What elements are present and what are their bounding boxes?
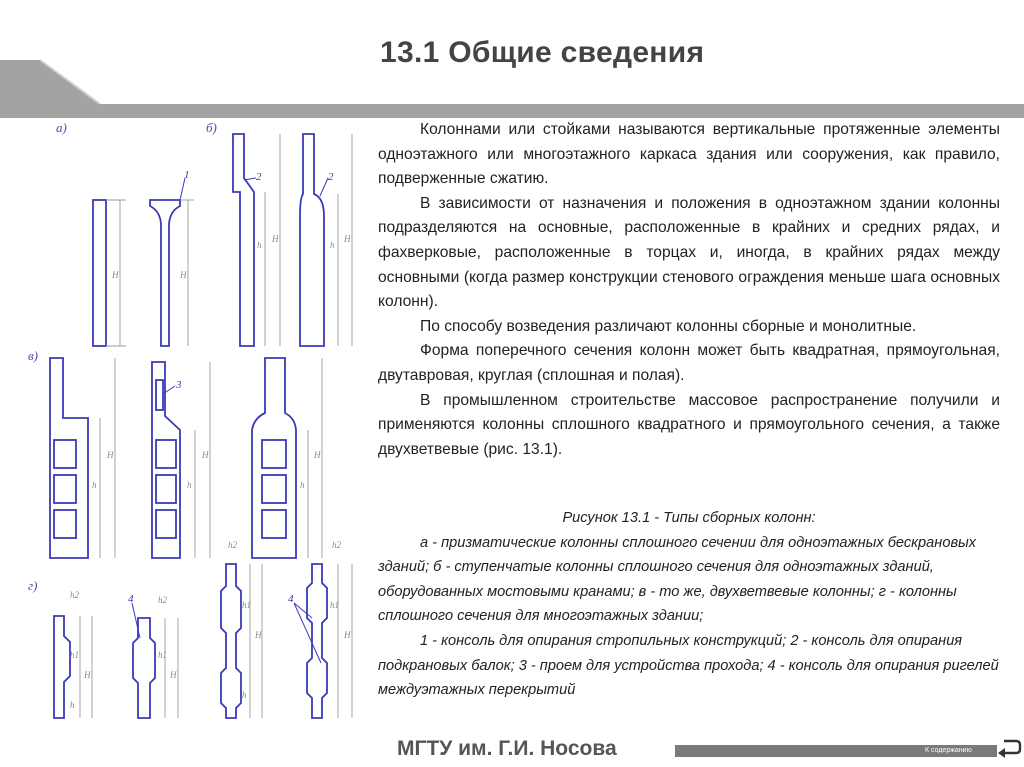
footer-org: МГТУ им. Г.И. Носова <box>397 737 617 760</box>
column-d2 <box>133 618 155 718</box>
dim-label: h2 <box>158 595 167 605</box>
column-a1 <box>93 200 106 346</box>
column-types-figure <box>30 118 370 738</box>
dim-label: h <box>242 690 247 700</box>
column-d4 <box>307 564 327 718</box>
caption-title: Рисунок 13.1 - Типы сборных колонн: <box>562 510 816 526</box>
dim-label: h1 <box>330 600 339 610</box>
dim-label: H <box>344 630 351 640</box>
dim-label: h <box>330 240 335 250</box>
dim-label: h <box>300 480 305 490</box>
callout-4a: 4 <box>128 593 134 605</box>
dim-label: h <box>257 240 262 250</box>
paragraph: Колоннами или стойками называются вертикальные протяженные элементы одноэтажного или многоэтажного каркаса здания или сооружения, как правило, подверженные сжатию. <box>378 121 1000 188</box>
column-c3 <box>252 358 296 558</box>
dim-label: H <box>112 270 119 280</box>
paragraph: По способу возведения различают колонны сборные и монолитные. <box>420 317 917 335</box>
panel-label-b: б) <box>206 120 217 135</box>
dim-label: H <box>180 270 187 280</box>
column-b2 <box>300 134 324 346</box>
callout-2a: 2 <box>256 171 262 183</box>
figure-caption <box>378 506 1000 703</box>
dim-label: H <box>344 234 351 244</box>
page-title: 13.1 Общие сведения <box>380 36 705 69</box>
dim-label: h1 <box>242 600 251 610</box>
column-b1 <box>233 134 254 346</box>
dim-label: h <box>187 480 192 490</box>
dim-label: H <box>272 234 279 244</box>
dim-label: H <box>202 450 209 460</box>
body-text <box>378 118 1000 462</box>
dim-label: h2 <box>228 540 237 550</box>
column-a2 <box>150 200 180 346</box>
column-d1 <box>54 616 70 718</box>
dim-label: H <box>107 450 114 460</box>
dim-label: h2 <box>332 540 341 550</box>
callout-1: 1 <box>184 169 190 181</box>
dim-label: h <box>92 480 97 490</box>
dim-label: h1 <box>70 650 79 660</box>
dim-label: h <box>70 700 75 710</box>
paragraph: В зависимости от назначения и положения в одноэтажном здании колонны подразделяются на основные, расположенные в крайних и средних рядах, и фахверковые, расположенные в торцах и, иногда, в крайних рядах между основными (когда размер конструкции стенового ограждения меньше шага основных колонн). <box>378 194 1000 311</box>
caption-legend: 1 - консоль для опирания стропильных конструкций; 2 - консоль для опирания подкрановых балок; 3 - проем для устройства прохода; 4 - консоль для опирания ригелей междуэтажных перекрытий <box>378 632 999 699</box>
panel-label-a: а) <box>56 120 67 135</box>
dim-label: h1 <box>158 650 167 660</box>
paragraph: В промышленном строительстве массовое распространение получили и применяются колонны сплошного квадратного и прямоугольного сечения, а также двухветвевые (рис. 13.1). <box>378 391 1000 458</box>
callout-2b: 2 <box>328 171 334 183</box>
callout-4b: 4 <box>288 593 294 605</box>
column-d3 <box>221 564 241 718</box>
dim-label: H <box>255 630 262 640</box>
callout-3: 3 <box>176 379 182 391</box>
column-c1 <box>50 358 88 558</box>
panel-label-c: в) <box>28 348 38 363</box>
caption-types: а - призматические колонны сплошного сечении для одноэтажных бескрановых зданий; б - ступенчатые колонны сплошного сечения для одноэтажных зданий, оборудованных мостовыми кранами; в - то же, двухветвевые колонны; г - колонны сплошного сечения для многоэтажных здании; <box>378 534 977 625</box>
return-arrow-icon[interactable] <box>996 734 1022 760</box>
dim-label: h2 <box>70 590 79 600</box>
dim-label: H <box>314 450 321 460</box>
panel-label-d: г) <box>28 578 38 593</box>
paragraph: Форма поперечного сечения колонн может быть квадратная, прямоугольная, двутавровая, круглая (сплошная и полая). <box>378 342 1000 384</box>
toc-link[interactable]: К содержанию <box>925 747 972 754</box>
dim-label: H <box>170 670 177 680</box>
dim-label: H <box>84 670 91 680</box>
